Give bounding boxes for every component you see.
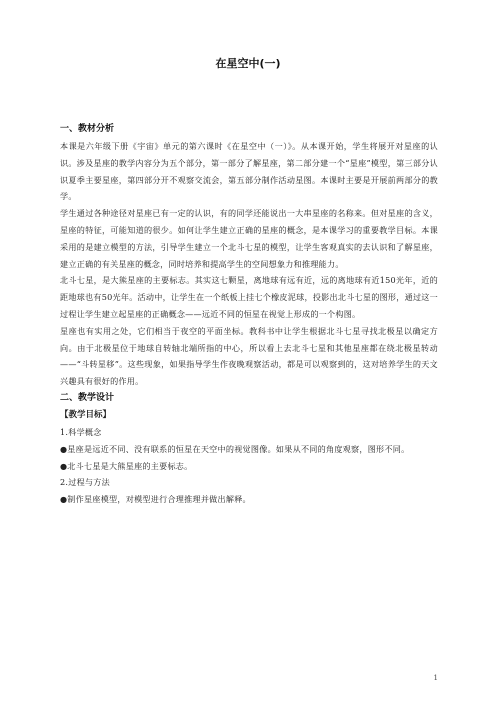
list-item: ●北斗七星是大熊星座的主要标志。 — [60, 460, 193, 471]
paragraph: 星座也有实用之处，它们相当于夜空的平面坐标。教科书中让学生根据北斗七星寻找北极星以确定方向。由于北极星位于地球自转轴北端所指的中心，所以看上去北斗七星和其他星座都在绕北极星转动——“斗转星移”。这些现象，如果指导学生作夜晚观察活动，都是可以观察到的，这对培养学生的天文兴趣具有很好的作用。 — [60, 325, 438, 387]
list-item: ●制作星座模型，对模型进行合理推理并做出解释。 — [60, 494, 251, 505]
section-heading-analysis: 一、教材分析 — [60, 124, 115, 134]
paragraph: 学生通过各种途径对星座已有一定的认识，有的同学还能说出一大串星座的名称来。但对星座的含义，星座的特征，可能知道的很少。如何让学生建立正确的星座的概念，是本课学习的重要教学目标。本课采用的是建立模型的方法，引导学生建立一个北斗七星的模型，让学生客观真实的去认识和了解星座，建立正确的有关星座的概念，同时培养和提高学生的空间想象力和推理能力。 — [60, 208, 438, 269]
paragraph: 本课是六年级下册《宇宙》单元的第六课时《在星空中（一）》。从本课开始，学生将展开对星座的认识。涉及星座的教学内容分为五个部分，第一部分了解星座，第二部分建一个“星座”模型，第三部分认识夏季主要星座，第四部分开不观察交流会，第五部分制作活动星图。本课时主要是开展前两部分的教学。 — [60, 141, 438, 202]
list-item: ●星座是远近不同、没有联系的恒星在天空中的视觉图像。如果从不同的角度观察，图形不同。 — [60, 443, 410, 454]
document-title: 在星空中(一) — [215, 57, 281, 70]
list-item: 1.科学概念 — [60, 426, 102, 437]
subheading-teaching-goals: 【教学目标】 — [60, 409, 112, 420]
paragraph: 北斗七星，是大熊星座的主要标志。其实这七颗星，离地球有远有近，远的离地球有近150光年，近的距地球也有50光年。活动中，让学生在一个纸板上挂七个橡皮泥球，投影出北斗七星的图形，通过这一过程让学生建立起星座的正确概念——远近不同的恒星在视觉上形成的一个构图。 — [60, 275, 438, 319]
list-item: 2.过程与方法 — [60, 477, 110, 488]
page-number: 1 — [433, 674, 438, 682]
section-heading-design: 二、教学设计 — [60, 392, 115, 403]
document-body — [60, 121, 438, 508]
